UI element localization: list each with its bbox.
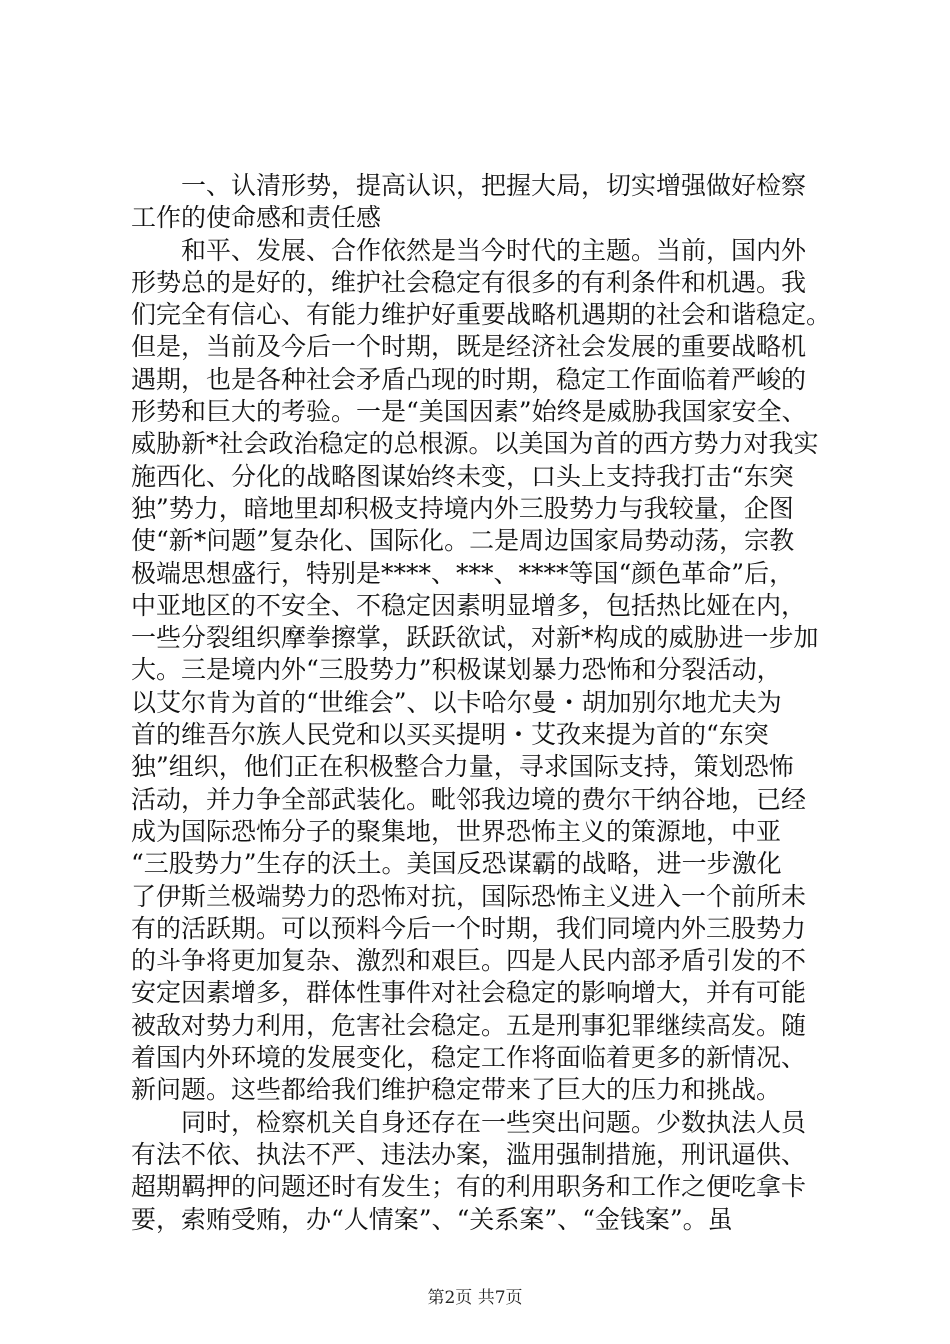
paragraph-line: 大。三是境内外“三股势力”积极谋划暴力恐怖和分裂活动， — [131, 655, 782, 685]
paragraph-line: 安定因素增多，群体性事件对社会稳定的影响增大，并有可能 — [131, 978, 807, 1008]
page-number-footer: 第2页 共7页 — [427, 1288, 523, 1308]
paragraph-line: 但是，当前及今后一个时期，既是经济社会发展的重要战略机 — [131, 332, 807, 362]
paragraph-line: 形势和巨大的考验。一是“美国因素”始终是威胁我国家安全、 — [131, 397, 807, 427]
paragraph-line: 威胁新*社会政治稳定的总根源。以美国为首的西方势力对我实 — [131, 429, 819, 459]
paragraph-line: 新问题。这些都给我们维护稳定带来了巨大的压力和挑战。 — [131, 1075, 782, 1105]
paragraph-line: 们完全有信心、有能力维护好重要战略机遇期的社会和谐稳定。 — [131, 300, 831, 330]
paragraph-line: 被敌对势力利用，危害社会稳定。五是刑事犯罪继续高发。随 — [131, 1010, 807, 1040]
paragraph-line: 独”组织，他们正在积极整合力量，寻求国际支持，策划恐怖 — [131, 752, 794, 782]
paragraph-line: 着国内外环境的发展变化，稳定工作将面临着更多的新情况、 — [131, 1043, 807, 1073]
paragraph-line: 极端思想盛行，特别是****、***、****等国“颜色革命”后， — [131, 558, 795, 588]
paragraph-line: 活动，并力争全部武装化。毗邻我边境的费尔干纳谷地，已经 — [131, 784, 807, 814]
paragraph-line: 首的维吾尔族人民党和以买买提明・艾孜来提为首的“东突 — [131, 720, 769, 750]
paragraph-line: 独”势力，暗地里却积极支持境内外三股势力与我较量，企图 — [131, 493, 794, 523]
paragraph-line: 要，索贿受贿，办“人情案”、“关系案”、“金钱案”。虽 — [131, 1204, 733, 1234]
paragraph-line: 一些分裂组织摩拳擦掌，跃跃欲试，对新*构成的威胁进一步加 — [131, 623, 819, 653]
paragraph-line: 同时，检察机关自身还存在一些突出问题。少数执法人员 — [181, 1107, 807, 1137]
paragraph-line: 成为国际恐怖分子的聚集地，世界恐怖主义的策源地，中亚 — [131, 816, 782, 846]
paragraph-line: “三股势力”生存的沃土。美国反恐谋霸的战略，进一步激化 — [131, 849, 782, 879]
section-heading-line-2: 工作的使命感和责任感 — [131, 203, 382, 233]
paragraph-line: 的斗争将更加复杂、激烈和艰巨。四是人民内部矛盾引发的不 — [131, 946, 807, 976]
paragraph-line: 遇期，也是各种社会矛盾凸现的时期，稳定工作面临着严峻的 — [131, 364, 807, 394]
paragraph-line: 超期羁押的问题还时有发生；有的利用职务和工作之便吃拿卡 — [131, 1172, 807, 1202]
paragraph-line: 施西化、分化的战略图谋始终未变，口头上支持我打击“东突 — [131, 461, 794, 491]
body-text — [131, 170, 831, 1236]
paragraph-line: 中亚地区的不安全、不稳定因素明显增多，包括热比娅在内， — [131, 590, 807, 620]
paragraph-line: 了伊斯兰极端势力的恐怖对抗，国际恐怖主义进入一个前所未 — [131, 881, 807, 911]
paragraph-line: 使“新*问题”复杂化、国际化。二是周边国家局势动荡，宗教 — [131, 526, 795, 556]
paragraph-line: 以艾尔肯为首的“世维会”、以卡哈尔曼・胡加别尔地尤夫为 — [131, 687, 782, 717]
paragraph-line: 形势总的是好的，维护社会稳定有很多的有利条件和机遇。我 — [131, 267, 807, 297]
paragraph-line: 有的活跃期。可以预料今后一个时期，我们同境内外三股势力 — [131, 913, 807, 943]
paragraph-line: 有法不依、执法不严、违法办案，滥用强制措施，刑讯逼供、 — [131, 1139, 807, 1169]
paragraph-line: 和平、发展、合作依然是当今时代的主题。当前，国内外 — [181, 235, 807, 265]
section-heading-line-1: 一、认清形势，提高认识，把握大局，切实增强做好检察 — [181, 171, 807, 200]
